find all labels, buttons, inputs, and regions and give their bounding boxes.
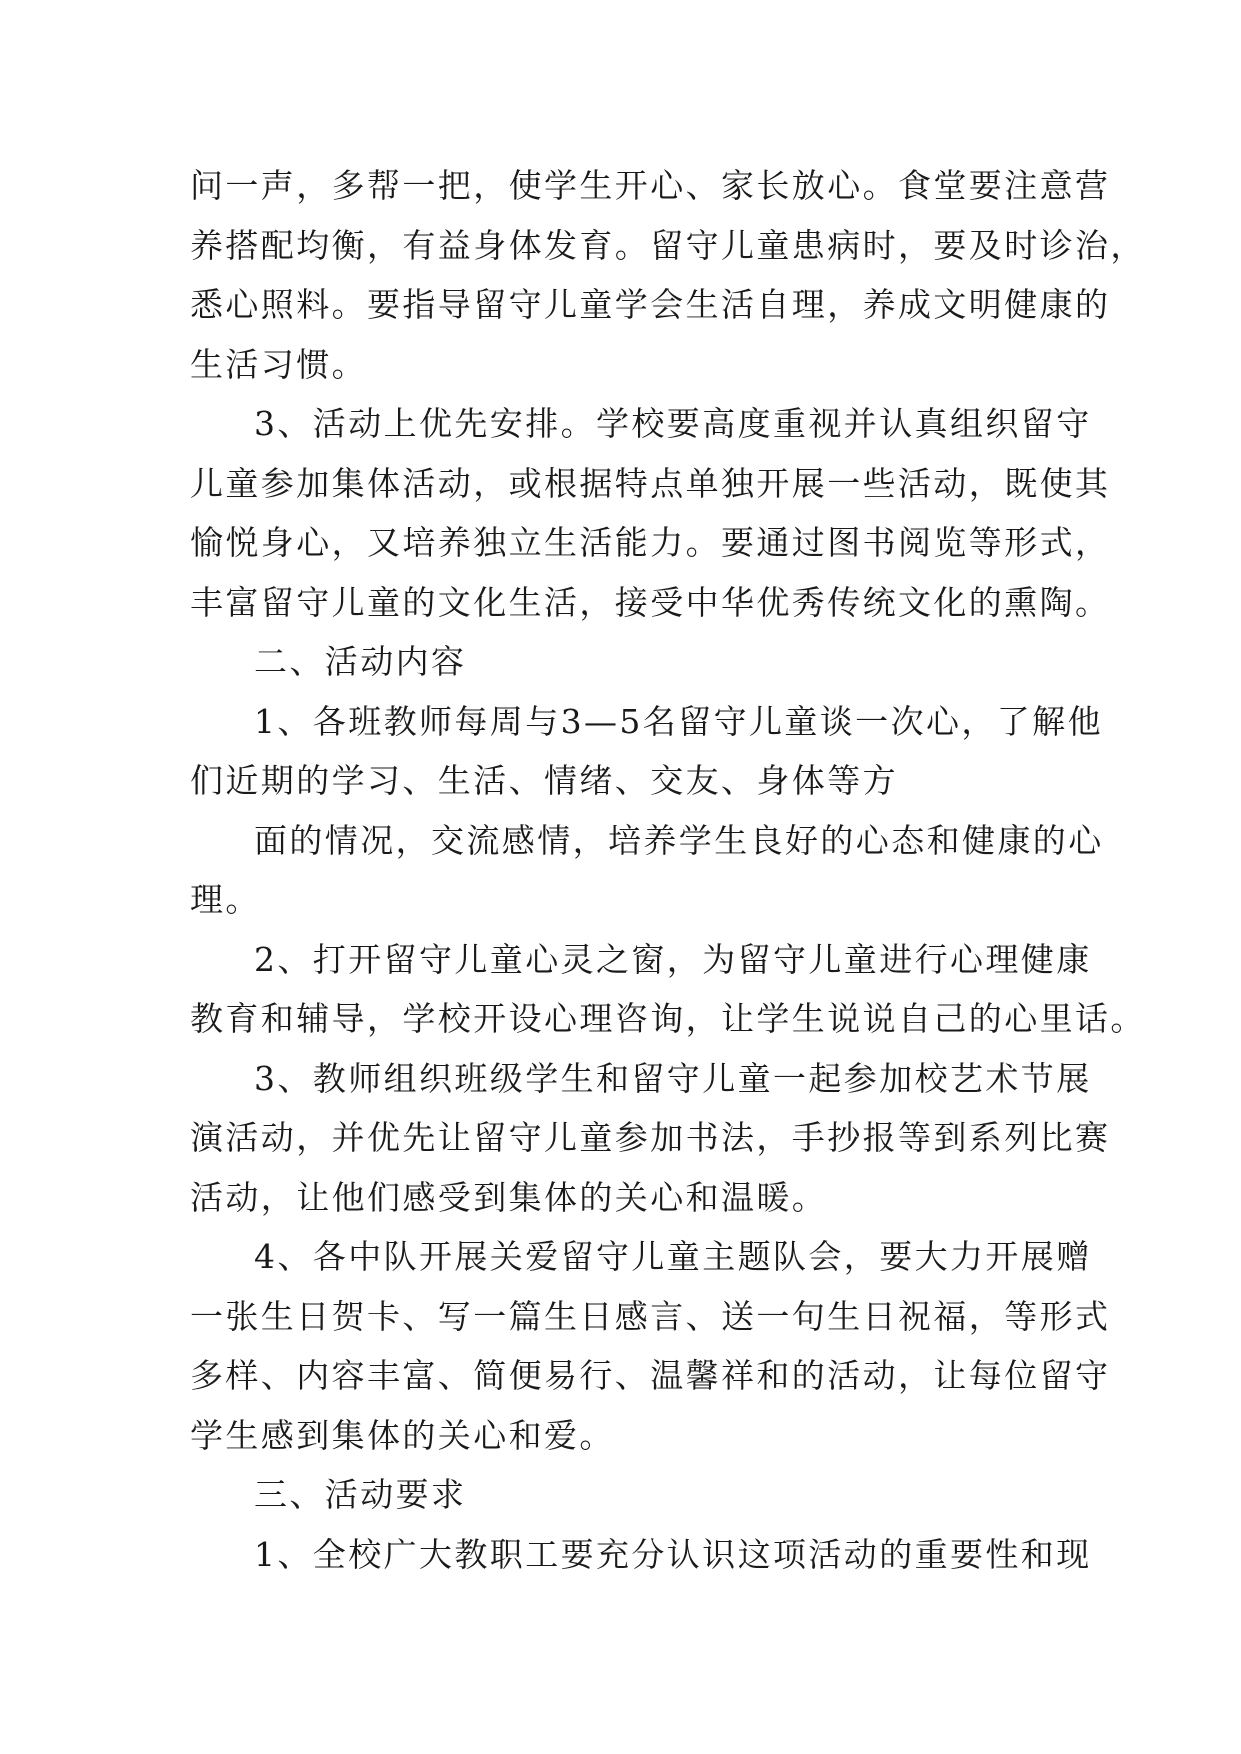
text-line: 一张生日贺卡、写一篇生日感言、送一句生日祝福，等形式: [190, 1296, 1111, 1336]
text-line: 面的情况，交流感情，培养学生良好的心态和健康的心: [254, 820, 1104, 860]
text-line: 1、全校广大教职工要充分认识这项活动的重要性和现: [254, 1534, 1092, 1574]
text-line: 丰富留守儿童的文化生活，接受中华优秀传统文化的熏陶。: [190, 582, 1111, 622]
text-line: 理。: [190, 880, 261, 919]
text-line: 生活习惯。: [190, 344, 367, 384]
text-line: 养搭配均衡，有益身体发育。留守儿童患病时，要及时诊治，: [190, 225, 1146, 265]
text-line: 2、打开留守儿童心灵之窗，为留守儿童进行心理健康: [254, 939, 1092, 979]
text-line: 二、活动内容: [254, 642, 467, 681]
text-line: 4、各中队开展关爱留守儿童主题队会，要大力开展赠: [254, 1237, 1092, 1276]
text-line: 学生感到集体的关心和爱。: [190, 1415, 615, 1455]
text-line: 悉心照料。要指导留守儿童学会生活自理，养成文明健康的: [190, 285, 1111, 324]
text-line: 活动，让他们感受到集体的关心和温暖。: [190, 1177, 828, 1217]
text-line: 演活动，并优先让留守儿童参加书法，手抄报等到系列比赛: [190, 1118, 1111, 1157]
text-line: 1、各班教师每周与3—5名留守儿童谈一次心，了解他: [254, 701, 1103, 741]
text-line: 3、教师组织班级学生和留守儿童一起参加校艺术节展: [254, 1058, 1092, 1098]
text-line: 问一声，多帮一把，使学生开心、家长放心。食堂要注意营: [190, 166, 1111, 205]
text-line: 多样、内容丰富、简便易行、温馨祥和的活动，让每位留守: [190, 1356, 1111, 1395]
text-line: 教育和辅导，学校开设心理咨询，让学生说说自己的心里话。: [190, 999, 1146, 1038]
text-line: 三、活动要求: [254, 1475, 467, 1514]
document-body: [190, 156, 1146, 1584]
text-line: 3、活动上优先安排。学校要高度重视并认真组织留守: [254, 404, 1092, 443]
text-line: 愉悦身心，又培养独立生活能力。要通过图书阅览等形式，: [190, 523, 1111, 562]
text-line: 们近期的学习、生活、情绪、交友、身体等方: [190, 761, 898, 800]
text-line: 儿童参加集体活动，或根据特点单独开展一些活动，既使其: [190, 463, 1111, 503]
